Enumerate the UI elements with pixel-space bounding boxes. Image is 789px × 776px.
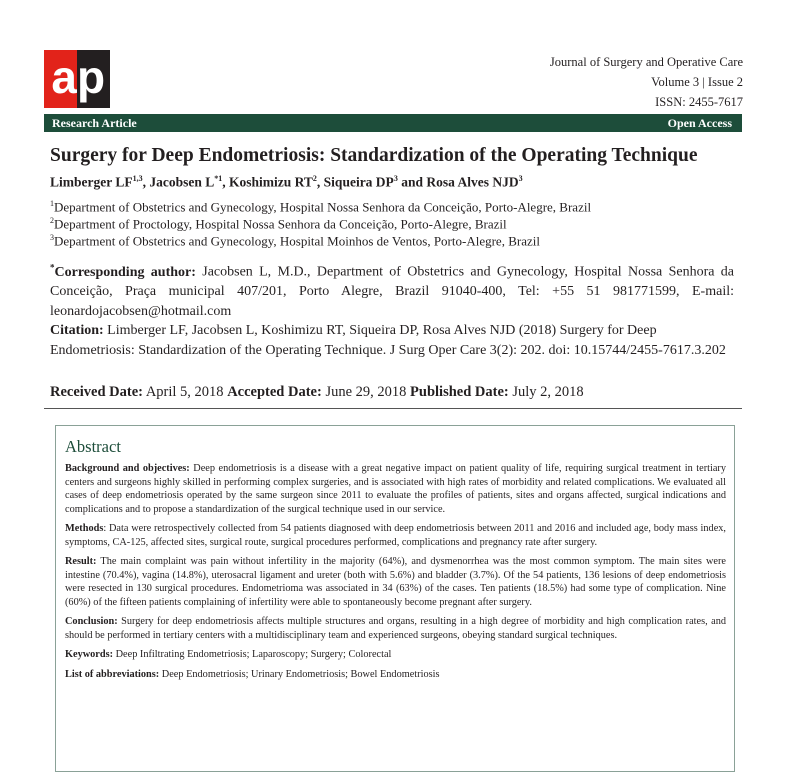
author-affil: 3	[518, 174, 523, 183]
affiliation-number: 2	[50, 216, 54, 225]
citation	[50, 321, 734, 360]
section-text: Deep Endometriosis; Urinary Endometriosis; Bowel Endometriosis	[159, 668, 440, 680]
section-text: Surgery for deep endometriosis affects multiple structures and organs, resulting in a high degree of morbidity and high complication rates, and should be performed in tertiary centers with a multidisciplinary team and experienced surgeons, obeying standard surgical techniques.	[65, 616, 726, 641]
corresponding-author	[50, 258, 734, 321]
section-text: Deep Infiltrating Endometriosis; Laparoscopy; Surgery; Colorectal	[113, 649, 392, 660]
section-label: Background and objectives:	[65, 463, 190, 474]
affiliation-3	[50, 233, 540, 249]
author-affil: *1	[214, 174, 223, 183]
logo-right: p	[77, 50, 110, 108]
journal-logo	[44, 50, 110, 108]
abstract-box	[55, 425, 735, 772]
author-affil: 1,3	[132, 174, 143, 183]
abstract-methods	[65, 522, 726, 549]
citation-label: Citation:	[50, 323, 104, 338]
received-label: Received Date:	[50, 384, 143, 400]
corresponding-text: Jacobsen L, M.D., Department of Obstetrics and Gynecology, Hospital Nossa Senhora da Conceição, Praça municipal 407/201, Porto Alegre, Brazil 91040-400, Tel: +55 51 981771599, E-mail: leonardojacobsen@hotmail.com	[50, 264, 734, 319]
accepted-date: June 29, 2018	[321, 384, 411, 400]
published-label: Published Date:	[410, 384, 509, 400]
divider	[44, 408, 742, 409]
paper-title: Surgery for Deep Endometriosis: Standardization of the Operating Technique	[50, 145, 698, 166]
affiliation-number: 3	[50, 233, 54, 242]
corresponding-star: *	[50, 262, 55, 272]
author-list	[50, 174, 523, 191]
author-separator: ,	[142, 174, 150, 190]
journal-info	[550, 52, 743, 112]
section-label: Keywords:	[65, 649, 114, 660]
section-label: Result:	[65, 556, 97, 567]
section-text: Deep endometriosis is a disease with a great negative impact on patient quality of life, requiring surgical treatment in tertiary centers and surgeons highly skilled in performing complex surgeries, and is associated with high rates of morbidity and related complications. We evaluated all cases of deep endometriosis operated by the same surgeon since 2011 to evaluate the profiles of patients, sites and organs affected, surgical indications and complications and to propose a standardization of the surgical technique used in our service.	[65, 463, 726, 515]
author: Jacobsen L	[149, 174, 215, 190]
abstract-abbreviations	[65, 668, 726, 682]
author: Rosa Alves NJD	[426, 174, 519, 190]
received-date: April 5, 2018	[143, 384, 228, 400]
affiliation-text: Department of Obstetrics and Gynecology, Hospital Moinhos de Ventos, Porto-Alegre, Brazil	[54, 233, 540, 249]
section-label: List of abbreviations:	[65, 668, 160, 680]
article-type-bar	[44, 114, 742, 132]
section-label: Methods	[65, 523, 104, 534]
corresponding-label: Corresponding author:	[54, 264, 196, 280]
section-label: Conclusion:	[65, 616, 118, 627]
author: Koshimizu RT	[229, 174, 313, 190]
abstract-heading: Abstract	[65, 437, 121, 456]
author-separator: ,	[316, 174, 324, 190]
author-separator: and	[397, 174, 427, 190]
author: Limberger LF	[50, 174, 133, 190]
section-text: The main complaint was pain without infertility in the majority (64%), and dysmenorrhea was the most common symptom. The main sites were intestine (70.4%), vagina (14.8%), uterosacral ligament and ureter (both with 5.6%) and bladder (3.7%). Of the 54 patients, 136 lesions of deep endometriosis were resected in 130 surgical procedures. Endometrioma was associated in 34 (63%) of the cases. Ten patients (18.5%) had some type of complication. Nine (60%) of the fifteen patients complaining of infertility were able to spontaneously become pregnant after surgery.	[65, 556, 726, 608]
author-separator: ,	[222, 174, 229, 190]
dates	[50, 384, 584, 401]
accepted-label: Accepted Date:	[227, 384, 322, 400]
abstract-background	[65, 462, 726, 516]
section-text: : Data were retrospectively collected from 54 patients diagnosed with deep endometriosis between 2011 and 2016 and included age, body mass index, symptoms, CA-125, affected sites, surgical route, surgical procedures performed, complications and pregnancy rate after surgery.	[65, 523, 726, 548]
issn: ISSN: 2455-7617	[655, 95, 743, 109]
article-type: Research Article	[52, 116, 137, 130]
volume-issue: Volume 3 | Issue 2	[651, 75, 743, 89]
affiliation-text: Department of Proctology, Hospital Nossa Senhora da Conceição, Porto-Alegre, Brazil	[54, 216, 507, 232]
author: Siqueira DP	[323, 174, 394, 190]
abstract-body	[65, 462, 726, 687]
citation-text: Limberger LF, Jacobsen L, Koshimizu RT, Siqueira DP, Rosa Alves NJD (2018) Surgery for Deep Endometriosis: Standardization of the Operating Technique. J Surg Oper Care 3(2): 202. doi: 10.15744/2455-7617.3.202	[50, 323, 726, 358]
published-date: July 2, 2018	[508, 384, 584, 400]
abstract-result	[65, 555, 726, 609]
author-affil: 2	[312, 174, 317, 183]
author-affil: 3	[393, 174, 398, 183]
journal-name: Journal of Surgery and Operative Care	[549, 55, 743, 69]
affiliation-number: 1	[50, 199, 54, 208]
affiliation-2	[50, 216, 507, 232]
affiliation-1	[50, 199, 591, 215]
open-access-label: Open Access	[667, 116, 732, 130]
abstract-keywords	[65, 648, 726, 662]
abstract-conclusion	[65, 615, 726, 642]
affiliation-text: Department of Obstetrics and Gynecology, Hospital Nossa Senhora da Conceição, Porto-Alegre, Brazil	[54, 199, 592, 215]
logo-left: a	[44, 50, 77, 108]
